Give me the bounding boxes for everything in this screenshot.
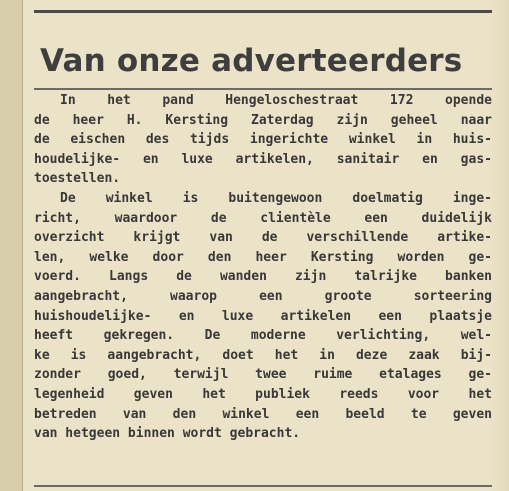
text-line: In het pand Hengeloschestraat 172 opende	[60, 93, 492, 108]
text-line: De winkel is buitengewoon doelmatig inge-	[60, 190, 492, 206]
headline-rule	[34, 88, 492, 90]
article-body	[34, 91, 492, 444]
text-line: overzicht krijgt van de verschillende artike-	[34, 230, 492, 246]
text-line: van hetgeen binnen wordt gebracht.	[34, 426, 301, 442]
text-line: len, welke door den heer Kersting worden ge-	[34, 249, 492, 265]
text-line: huishoudelijke- en luxe artikelen een plaatsje	[34, 308, 492, 324]
text-line: ke is aangebracht, doet het in deze zaak bij-	[34, 347, 492, 363]
text-line: betreden van den winkel een beeld te geven	[34, 406, 492, 422]
text-line: richt, waardoor de clientèle een duidelijk	[34, 210, 492, 226]
text-line: houdelijke- en luxe artikelen, sanitair en gas-	[34, 151, 492, 167]
text-line: de eischen des tijds ingerichte winkel in huis-	[34, 132, 492, 148]
text-line: toestellen.	[34, 171, 121, 187]
text-line: de heer H. Kersting Zaterdag zijn geheel naar	[34, 112, 492, 128]
page-margin-strip	[0, 0, 23, 491]
bottom-rule	[34, 485, 492, 487]
article-headline: Van onze adverteerders	[40, 43, 463, 79]
text-line: legenheid geven het publiek reeds voor het	[34, 386, 492, 402]
paragraph-2	[34, 189, 492, 444]
text-line: zonder goed, terwijl twee ruime etalages ge-	[34, 367, 492, 383]
text-line: aangebracht, waarop een groote sorteering	[34, 288, 492, 304]
paragraph-1	[34, 91, 492, 189]
text-line: voerd. Langs de wanden zijn talrijke banken	[34, 269, 492, 285]
top-rule	[34, 10, 492, 13]
text-line: heeft gekregen. De moderne verlichting, wel-	[34, 328, 492, 344]
